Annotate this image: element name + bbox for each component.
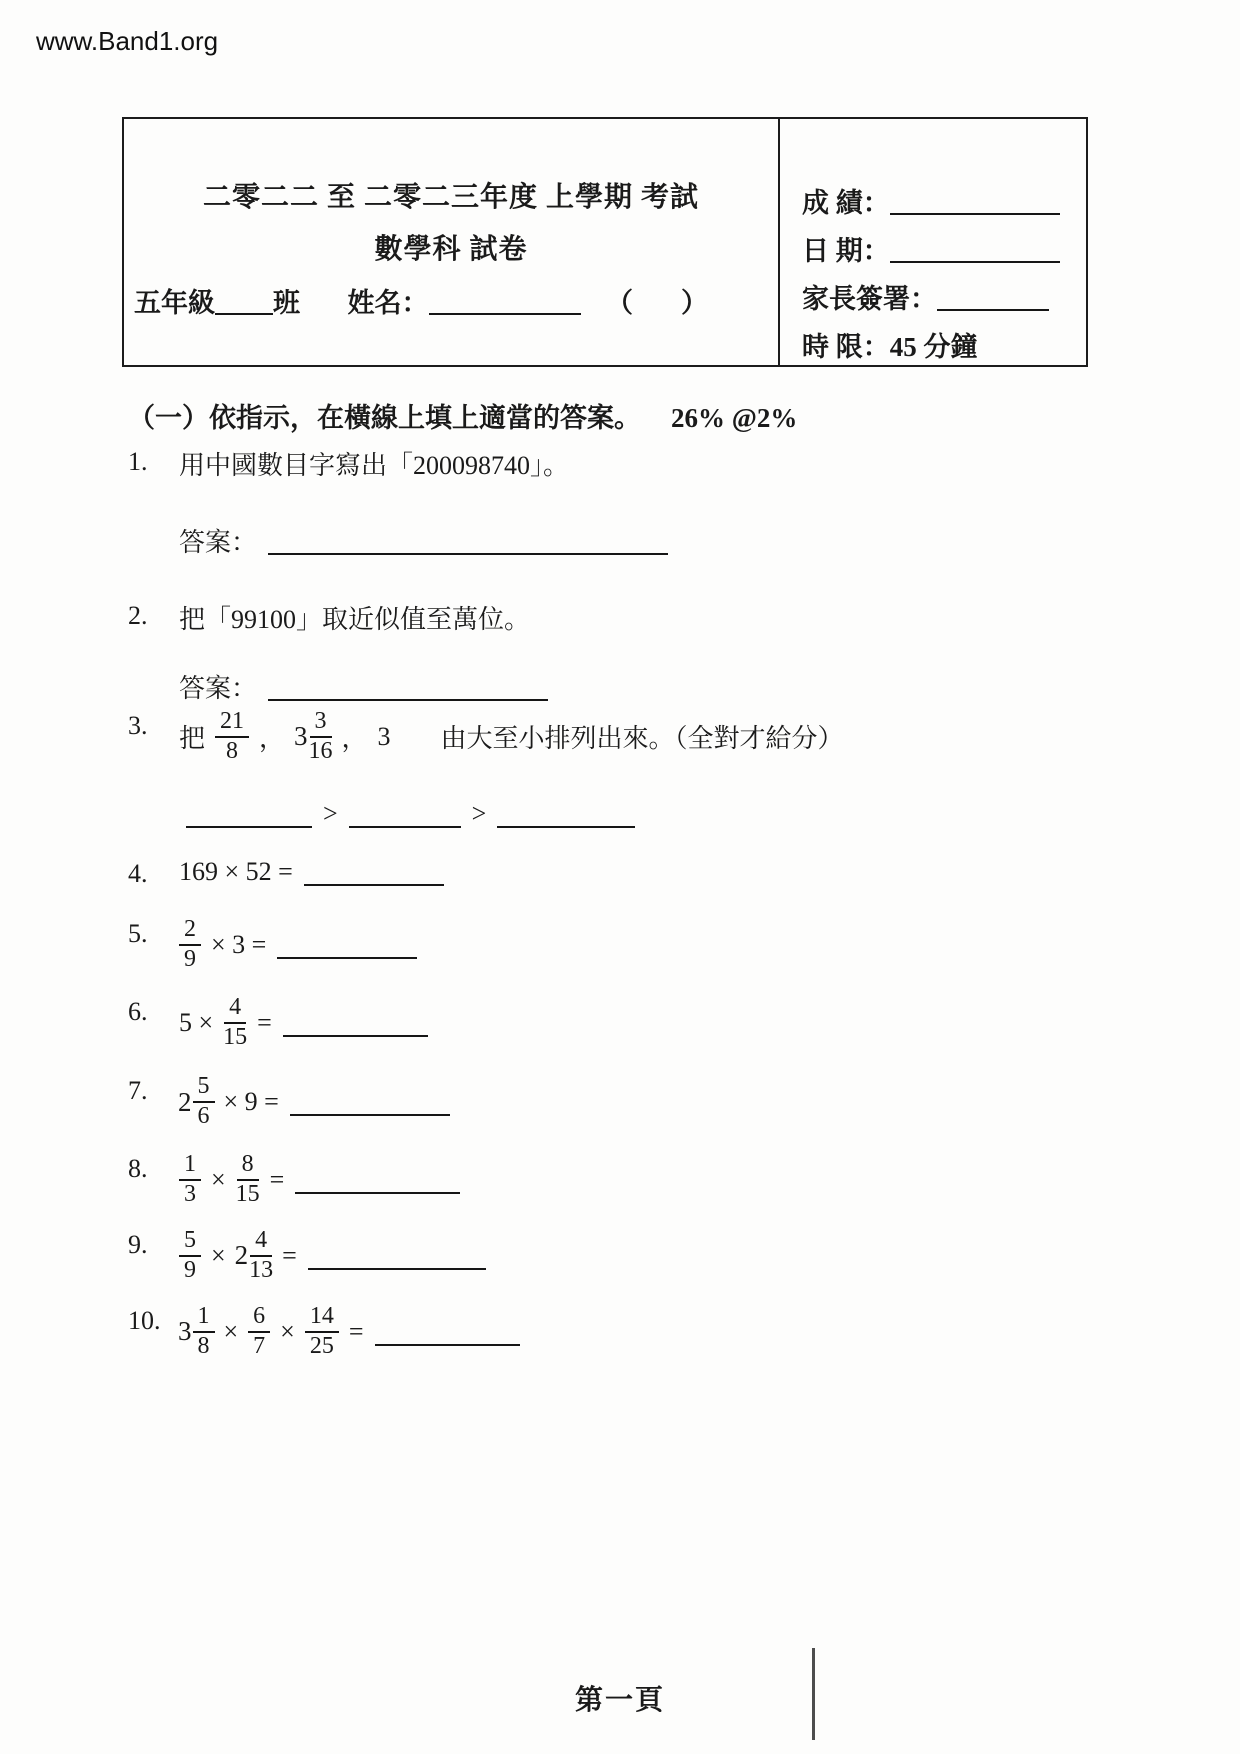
- question-text: 由大至小排列出來。（全對才給分）: [440, 724, 844, 754]
- fraction-denominator: 16: [308, 737, 333, 764]
- mixed-whole: 2: [178, 1086, 192, 1117]
- question-text: 把「99100」取近似值至萬位。: [179, 605, 531, 634]
- fraction-numerator: 4: [250, 1228, 272, 1257]
- section1-heading: [128, 396, 797, 435]
- parent-sign-blank[interactable]: [937, 283, 1049, 311]
- question-number: 4.: [128, 858, 148, 888]
- question-4: [128, 857, 1128, 889]
- question-text: 把: [179, 724, 206, 754]
- question-body: [174, 1228, 1128, 1284]
- question-6: [128, 995, 1128, 1051]
- fraction-denominator: 13: [249, 1256, 274, 1283]
- answer-blank[interactable]: [295, 1166, 460, 1194]
- exam-header-box: [122, 117, 1088, 367]
- question-text: ，: [341, 724, 368, 754]
- question-9: [128, 1228, 1128, 1284]
- answer-blank[interactable]: [308, 1242, 486, 1270]
- question-body: [174, 445, 1128, 559]
- fraction-numerator: 21: [215, 709, 249, 738]
- fraction: [215, 709, 249, 765]
- fraction: [179, 1152, 201, 1208]
- question-number: 9.: [128, 1230, 148, 1260]
- page-number-label: 第一頁: [574, 1685, 665, 1716]
- class-blank[interactable]: [215, 287, 273, 315]
- question-text: 答案：: [179, 674, 258, 703]
- fraction: [223, 995, 247, 1051]
- question-text: >: [323, 798, 338, 828]
- mixed-whole: 3: [294, 721, 308, 752]
- fraction: [179, 917, 201, 973]
- answer-blank[interactable]: [268, 527, 668, 555]
- question-8: [128, 1152, 1128, 1208]
- score-blank[interactable]: [890, 187, 1060, 215]
- site-url: www.Band1.org: [36, 26, 219, 56]
- questions: [128, 445, 1128, 1360]
- question-number: 10.: [128, 1305, 161, 1335]
- fraction-denominator: 15: [235, 1181, 260, 1208]
- mixed-whole: 2: [234, 1240, 249, 1271]
- mixed-number: [235, 1228, 274, 1284]
- question-line: [180, 799, 1128, 829]
- fraction: [193, 1304, 215, 1360]
- fraction-denominator: 9: [184, 945, 196, 972]
- question-line: [174, 857, 1128, 887]
- mixed-number: [294, 709, 333, 765]
- question-body: [174, 709, 1128, 829]
- answer-blank[interactable]: [375, 1318, 520, 1346]
- question-text: 3: [377, 721, 391, 751]
- fraction-denominator: 9: [184, 1256, 196, 1283]
- question-text: ，: [259, 724, 286, 754]
- fraction-denominator: 3: [184, 1181, 196, 1208]
- question-text: × 3 =: [211, 929, 267, 959]
- score-row: [802, 181, 1086, 221]
- exam-title-line1: 二零二二 至 二零二三年度 上學期 考試: [202, 182, 699, 213]
- question-line: [174, 599, 1128, 636]
- fraction: [249, 1228, 273, 1284]
- fraction: [193, 1074, 215, 1130]
- question-10: [128, 1304, 1128, 1360]
- question-text: ×: [211, 1165, 226, 1195]
- parent-sign-row: [802, 277, 1086, 317]
- question-text: ×: [280, 1316, 295, 1346]
- fraction-denominator: 7: [253, 1332, 266, 1359]
- question-number: 2.: [128, 601, 148, 630]
- question-text: =: [257, 1007, 272, 1037]
- question-line: [174, 917, 1128, 973]
- paren-open: （: [606, 288, 633, 318]
- time-limit-value: 45 分鐘: [889, 332, 978, 362]
- date-row: [802, 229, 1086, 269]
- exam-header-right: [780, 119, 1086, 365]
- page-footer: [0, 1678, 1240, 1718]
- fraction-denominator: 8: [197, 1332, 210, 1359]
- answer-blank[interactable]: [186, 800, 312, 828]
- question-line: [174, 1074, 1128, 1130]
- question-body: [174, 1304, 1128, 1360]
- fraction-numerator: 6: [248, 1304, 270, 1333]
- score-label: 成 績：: [802, 188, 890, 218]
- fraction-numerator: 5: [179, 1228, 201, 1257]
- question-number: 7.: [128, 1076, 148, 1106]
- question-line: [174, 1152, 1128, 1208]
- date-label: 日 期：: [802, 236, 890, 266]
- question-text: 用中國數目字寫出「200098740」。: [179, 451, 570, 480]
- question-3: [128, 709, 1128, 829]
- question-5: [128, 917, 1128, 973]
- question-1: [128, 445, 1128, 559]
- fraction-numerator: 1: [179, 1152, 201, 1181]
- fraction-numerator: 14: [305, 1304, 339, 1333]
- question-line: [174, 1304, 1128, 1360]
- answer-blank[interactable]: [268, 673, 548, 701]
- section1-marks: 26% @2%: [671, 403, 798, 433]
- section1-instruction: （一）依指示，在橫線上填上適當的答案。: [128, 403, 641, 433]
- exam-header-left: [124, 119, 780, 365]
- answer-blank[interactable]: [304, 858, 444, 886]
- question-text: × 9 =: [223, 1087, 279, 1117]
- time-limit-label: 時 限：: [802, 332, 890, 362]
- scan-artifact-line: [812, 1648, 815, 1740]
- question-text: =: [348, 1316, 364, 1346]
- question-body: [174, 1152, 1128, 1208]
- fraction-denominator: 15: [223, 1023, 248, 1050]
- fraction-numerator: 4: [224, 995, 246, 1024]
- name-label: 姓名：: [347, 288, 429, 318]
- question-body: [174, 1074, 1128, 1130]
- exam-title-line2: 數學科 試卷: [374, 234, 528, 265]
- question-text: ×: [211, 1240, 226, 1270]
- question-text: >: [471, 798, 487, 828]
- question-text: 答案：: [179, 528, 258, 557]
- fraction-denominator: 6: [197, 1103, 210, 1130]
- mixed-whole: 3: [178, 1316, 192, 1347]
- question-line: [174, 445, 1128, 482]
- question-text: =: [282, 1240, 297, 1270]
- question-line: [174, 1228, 1128, 1284]
- answer-blank[interactable]: [283, 1009, 428, 1037]
- question-text: ×: [223, 1316, 239, 1346]
- class-label: 班: [273, 288, 300, 318]
- grade-name-line: [124, 281, 778, 320]
- question-number: 5.: [128, 918, 148, 948]
- name-blank[interactable]: [429, 287, 581, 315]
- question-2: [128, 599, 1128, 705]
- question-number: 8.: [128, 1154, 148, 1184]
- question-number: 1.: [128, 447, 148, 476]
- time-limit-row: [802, 325, 1086, 365]
- fraction-numerator: 1: [193, 1304, 215, 1333]
- answer-blank[interactable]: [290, 1088, 450, 1116]
- mixed-number: [178, 1304, 215, 1360]
- fraction-numerator: 3: [310, 709, 332, 738]
- fraction-numerator: 2: [179, 917, 201, 946]
- grade-label: 五年級: [134, 288, 215, 318]
- fraction-numerator: 5: [193, 1074, 215, 1103]
- question-line: [174, 522, 1128, 559]
- question-line: [174, 709, 1128, 765]
- question-line: [174, 995, 1128, 1051]
- fraction: [179, 1228, 201, 1284]
- paren-close: ）: [681, 288, 708, 318]
- answer-blank[interactable]: [277, 931, 417, 959]
- answer-blank[interactable]: [497, 800, 635, 828]
- fraction: [236, 1152, 260, 1208]
- mixed-number: [178, 1074, 215, 1130]
- question-body: [174, 857, 1128, 887]
- fraction-denominator: 8: [226, 737, 239, 764]
- parent-sign-label: 家長簽署：: [802, 284, 937, 314]
- question-line: [174, 668, 1128, 705]
- question-7: [128, 1074, 1128, 1130]
- question-number: 6.: [128, 996, 148, 1026]
- question-body: [174, 917, 1128, 973]
- fraction-numerator: 8: [237, 1152, 259, 1181]
- question-text: =: [269, 1165, 285, 1195]
- answer-blank[interactable]: [349, 800, 461, 828]
- question-text: 169 × 52 =: [179, 856, 293, 886]
- date-blank[interactable]: [890, 235, 1060, 263]
- question-text: 5 ×: [179, 1007, 214, 1037]
- question-body: [174, 599, 1128, 705]
- question-number: 3.: [128, 711, 148, 740]
- question-body: [174, 995, 1128, 1051]
- fraction: [305, 1304, 339, 1360]
- fraction: [309, 709, 333, 765]
- fraction: [248, 1304, 270, 1360]
- fraction-denominator: 25: [309, 1332, 334, 1359]
